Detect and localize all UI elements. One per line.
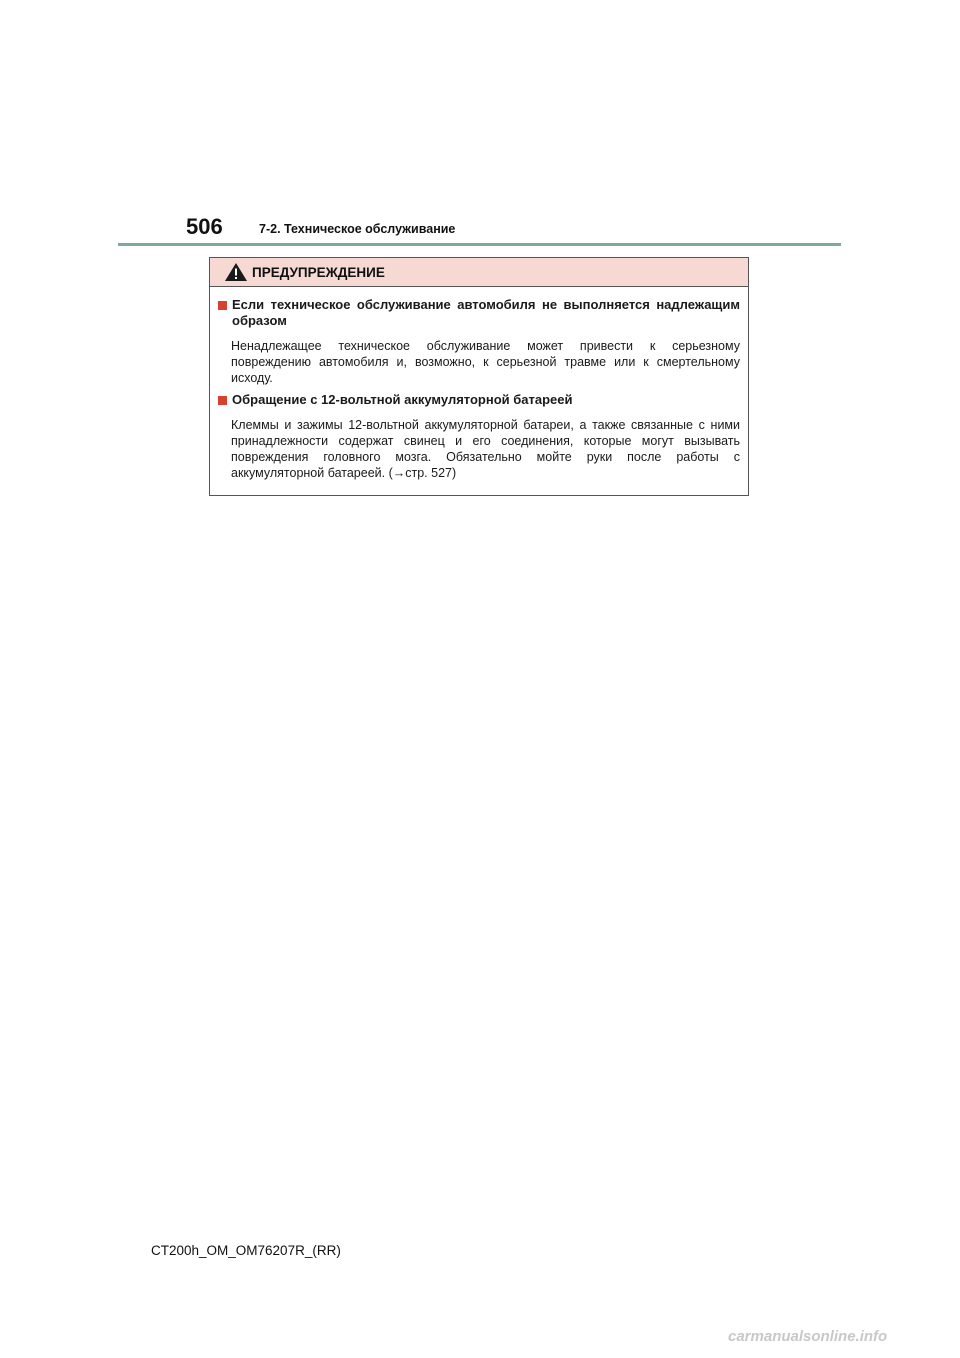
bullet-square-icon [218,301,227,310]
warning-body [210,287,748,481]
warning-title: ПРЕДУПРЕЖДЕНИЕ [252,264,385,280]
warning-header [210,258,748,287]
warning-item-heading-text: Если техническое обслуживание автомобиля не выполняется надлежащим образом [232,297,740,328]
page-number: 506 [186,214,223,239]
warning-triangle-icon [224,262,248,282]
bullet-square-icon [218,396,227,405]
warning-item-heading-text: Обращение с 12-вольтной аккумуляторной батареей [232,392,573,407]
warning-item-heading [218,297,740,329]
warning-item-text: Ненадлежащее техническое обслуживание может привести к серьезному повреждению автомобиля и, возможно, к серьезной травме или к смертельному исходу. [231,339,740,385]
warning-box [209,257,749,496]
header-divider [118,243,841,246]
warning-item-battery [218,392,740,481]
document-code: CT200h_OM_OM76207R_(RR) [151,1243,341,1258]
watermark: carmanualsonline.info [728,1328,888,1345]
section-title: 7-2. Техническое обслуживание [259,222,456,236]
warning-item-heading [218,392,740,408]
page-header [0,0,960,250]
warning-item-text: Клеммы и зажимы 12-вольтной аккумуляторной батареи, а также связанные с ними принадлежности содержат свинец и его соединения, которые могут вызывать повреждения головного мозга. Обязательно мойте руки после работы с аккумуляторной батареей. (→стр. 527) [231,418,740,480]
warning-item-maintenance [218,297,740,386]
